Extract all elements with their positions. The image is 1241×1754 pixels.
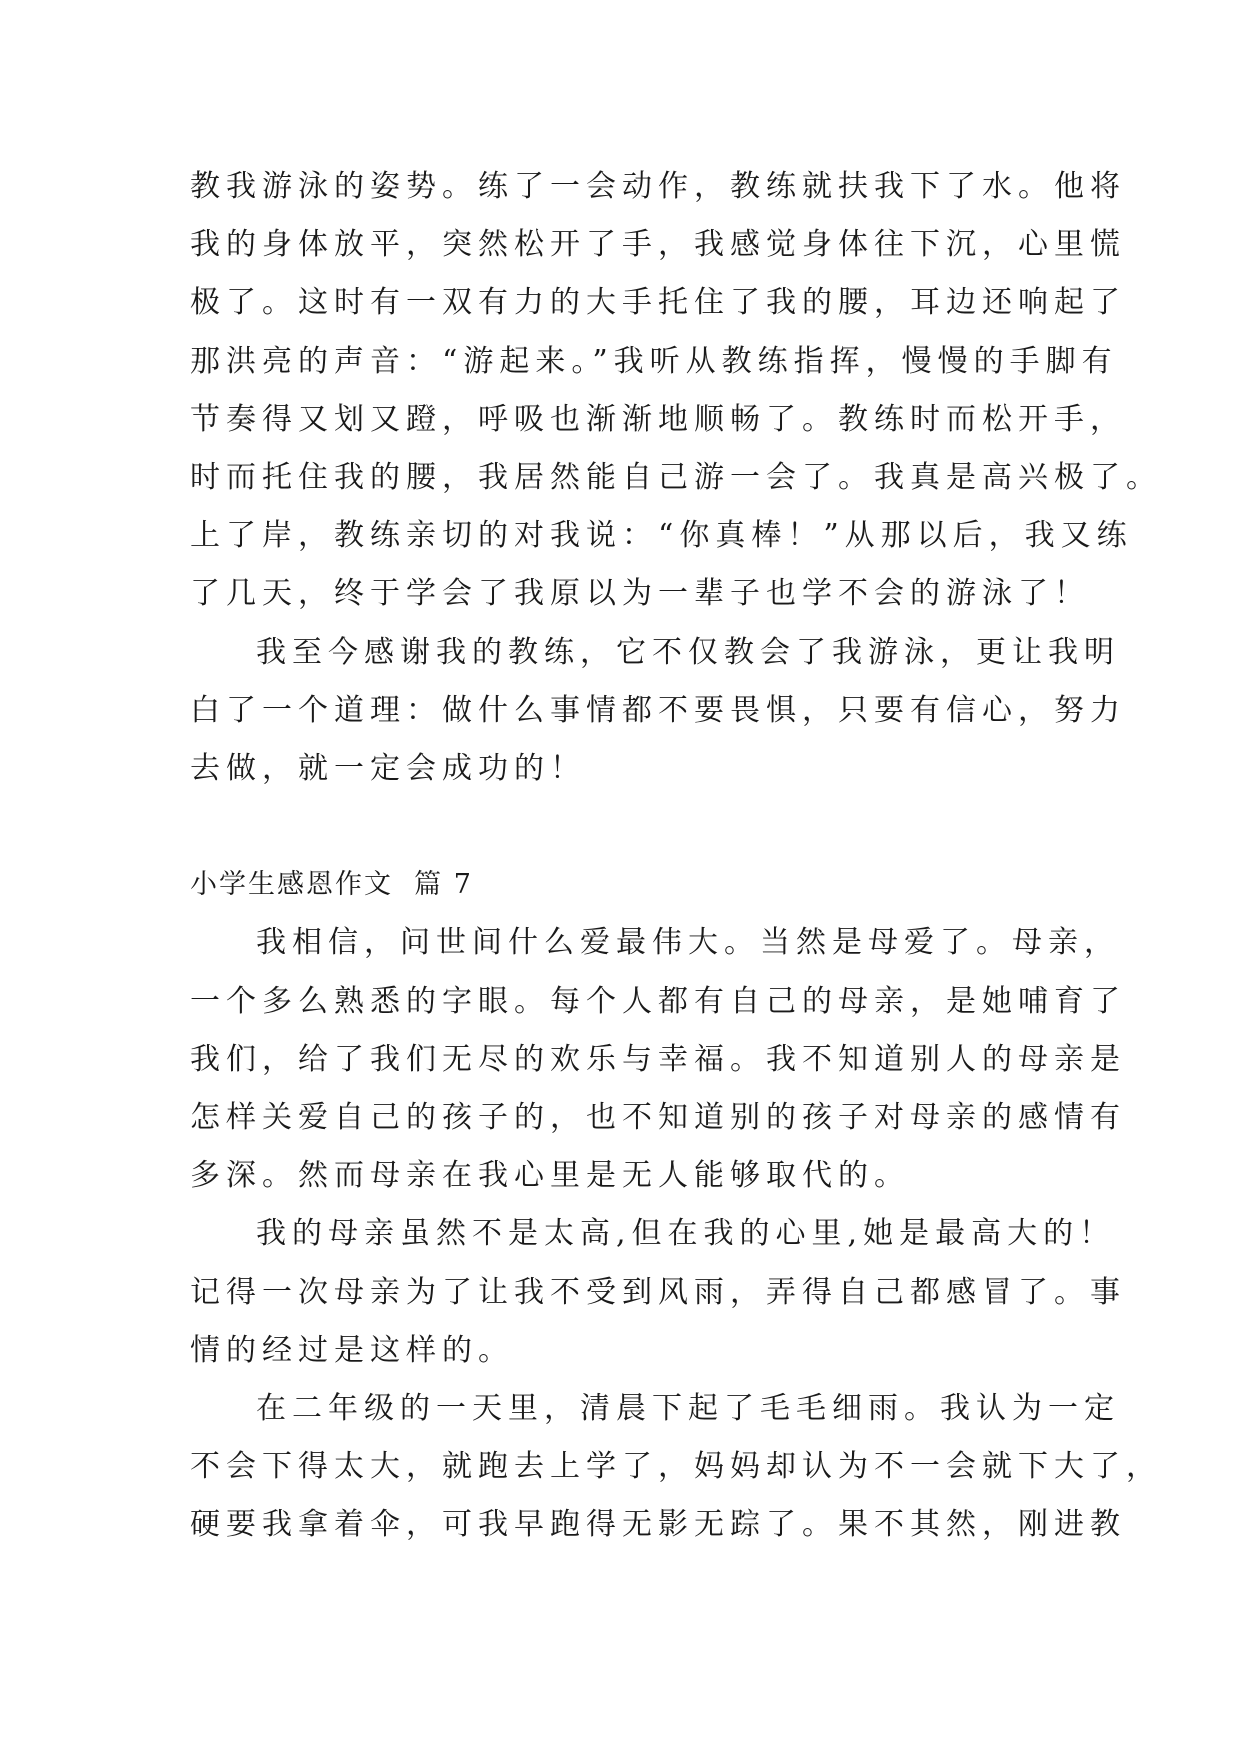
text-line: 教我游泳的姿势。练了一会动作，教练就扶我下了水。他将 [190,169,1126,204]
paragraph [190,624,1126,799]
text-line: 不会下得太大，就跑去上学了，妈妈却认为不一会就下大了， [190,1449,1162,1485]
text-line: 极了。这时有一双有力的大手托住了我的腰，耳边还响起了 [190,285,1126,321]
text-line: 硬要我拿着伞，可我早跑得无影无踪了。果不其然，刚进教 [190,1507,1126,1543]
text-line: 我的身体放平，突然松开了手，我感觉身体往下沉，心里慌 [190,227,1126,263]
paragraph [190,1380,1162,1555]
paragraph [190,158,1162,624]
text-line: 记得一次母亲为了让我不受到风雨，弄得自己都感冒了。事 [190,1274,1126,1310]
text-line: 上了岸，教练亲切的对我说：“你真棒！”从那以后，我又练 [190,518,1133,554]
text-line: 在二年级的一天里，清晨下起了毛毛细雨。我认为一定 [256,1390,1120,1426]
section-heading: 小学生感恩作文 篇 7 [190,869,473,901]
text-line: 节奏得又划又蹬，呼吸也渐渐地顺畅了。教练时而松开手， [190,401,1126,437]
text-line: 我至今感谢我的教练，它不仅教会了我游泳，更让我明 [256,634,1120,670]
paragraph [190,914,1126,1205]
text-line: 我们，给了我们无尽的欢乐与幸福。我不知道别人的母亲是 [190,1041,1126,1077]
text-line: 那洪亮的声音：“游起来。”我听从教练指挥，慢慢的手脚有 [190,343,1118,379]
text-line: 我的母亲虽然不是太高,但在我的心里,她是最高大的！ [256,1216,1116,1252]
text-line: 白了一个道理：做什么事情都不要畏惧，只要有信心，努力 [190,692,1126,728]
text-line: 情的经过是这样的。 [190,1332,514,1368]
text-line: 去做，就一定会成功的！ [190,750,586,786]
text-line: 怎样关爱自己的孩子的，也不知道别的孩子对母亲的感情有 [190,1100,1126,1135]
text-line: 了几天，终于学会了我原以为一辈子也学不会的游泳了！ [190,576,1090,612]
text-line: 一个多么熟悉的字眼。每个人都有自己的母亲，是她哺育了 [190,983,1126,1019]
paragraph-gap [190,798,1050,856]
text-line: 我相信，问世间什么爱最伟大。当然是母爱了。母亲， [256,925,1120,961]
paragraph [190,1205,1126,1380]
text-line: 时而托住我的腰，我居然能自己游一会了。我真是高兴极了。 [190,459,1162,495]
text-line: 多深。然而母亲在我心里是无人能够取代的。 [190,1158,910,1194]
document-body [190,158,1162,1555]
